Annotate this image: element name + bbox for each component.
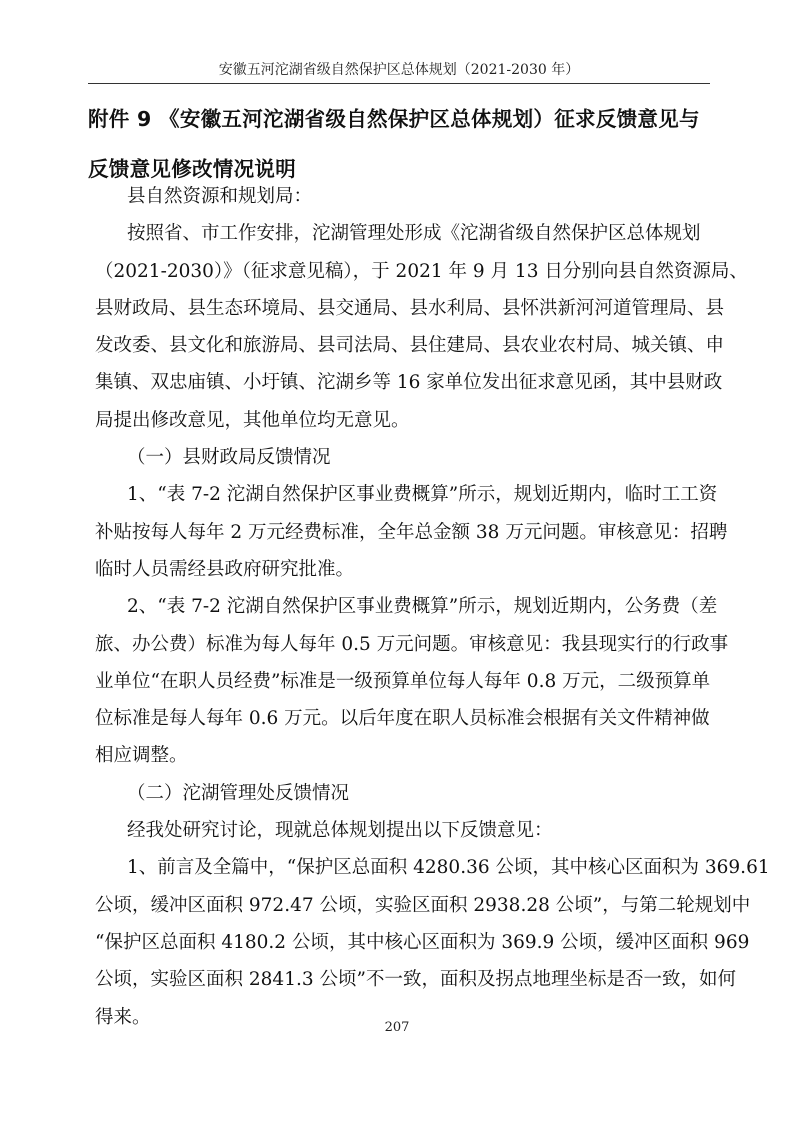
paragraph-line: 位标准是每人每年 0.6 万元。以后年度在职人员标准会根据有关文件精神做: [95, 708, 710, 730]
paragraph-line: （2021-2030）》（征求意见稿），于 2021 年 9 月 13 日分别向县自然资源局、: [95, 260, 748, 282]
paragraph-line: 县财政局、县生态环境局、县交通局、县水利局、县怀洪新河河道管理局、县: [95, 297, 725, 319]
paragraph-line: 公顷，缓冲区面积 972.47 公顷，实验区面积 2938.28 公顷”，与第二轮规划中: [95, 894, 751, 916]
paragraph-line: 集镇、双忠庙镇、小圩镇、沱湖乡等 16 家单位发出征求意见函，其中县财政: [95, 372, 723, 394]
document-body: [95, 178, 770, 1036]
paragraph-line: 2、“表 7-2 沱湖自然保护区事业费概算”所示，规划近期内，公务费（差: [127, 596, 718, 618]
paragraph-line: 按照省、市工作安排，沱湖管理处形成《沱湖省级自然保护区总体规划: [127, 223, 701, 245]
paragraph-line: “保护区总面积 4180.2 公顷，其中核心区面积为 369.9 公顷，缓冲区面积 969: [95, 931, 750, 953]
title-line: 反馈意见修改情况说明: [88, 157, 296, 181]
paragraph-line: 公顷，实验区面积 2841.3 公顷”不一致，面积及拐点地理坐标是否一致，如何: [95, 969, 736, 991]
title-line: 附件 9 《安徽五河沱湖省级自然保护区总体规划）征求反馈意见与: [88, 107, 700, 131]
paragraph-line: 相应调整。: [95, 745, 188, 767]
paragraph-line: 1、前言及全篇中，“保护区总面积 4280.36 公顷，其中核心区面积为 369.61: [127, 857, 770, 879]
paragraph-line: 得来。: [95, 1006, 151, 1028]
salutation: 县自然资源和规划局：: [127, 186, 313, 207]
paragraph-line: 1、“表 7-2 沱湖自然保护区事业费概算”所示，规划近期内，临时工工资: [127, 484, 718, 506]
paragraph-line: 旅、办公费）标准为每人每年 0.5 万元问题。审核意见：我县现实行的行政事: [95, 633, 729, 655]
paragraph-line: 临时人员需经县政府研究批准。: [95, 558, 355, 580]
paragraph-line: 发改委、县文化和旅游局、县司法局、县住建局、县农业农村局、城关镇、申: [95, 335, 725, 357]
header-rule: [88, 83, 710, 84]
page-number: 207: [384, 1020, 410, 1035]
section-heading: （二）沱湖管理处反馈情况: [127, 782, 350, 804]
paragraph-line: 补贴按每人每年 2 万元经费标准，全年总金额 38 万元问题。审核意见：招聘: [95, 521, 728, 543]
section-heading: （一）县财政局反馈情况: [127, 447, 331, 469]
paragraph-line: 局提出修改意见，其他单位均无意见。: [95, 409, 410, 431]
running-header: 安徽五河沱湖省级自然保护区总体规划（2021-2030 年）: [218, 62, 580, 78]
paragraph-line: 业单位“在职人员经费”标准是一级预算单位每人每年 0.8 万元，二级预算单: [95, 670, 711, 692]
paragraph-line: 经我处研究讨论，现就总体规划提出以下反馈意见：: [127, 820, 553, 842]
